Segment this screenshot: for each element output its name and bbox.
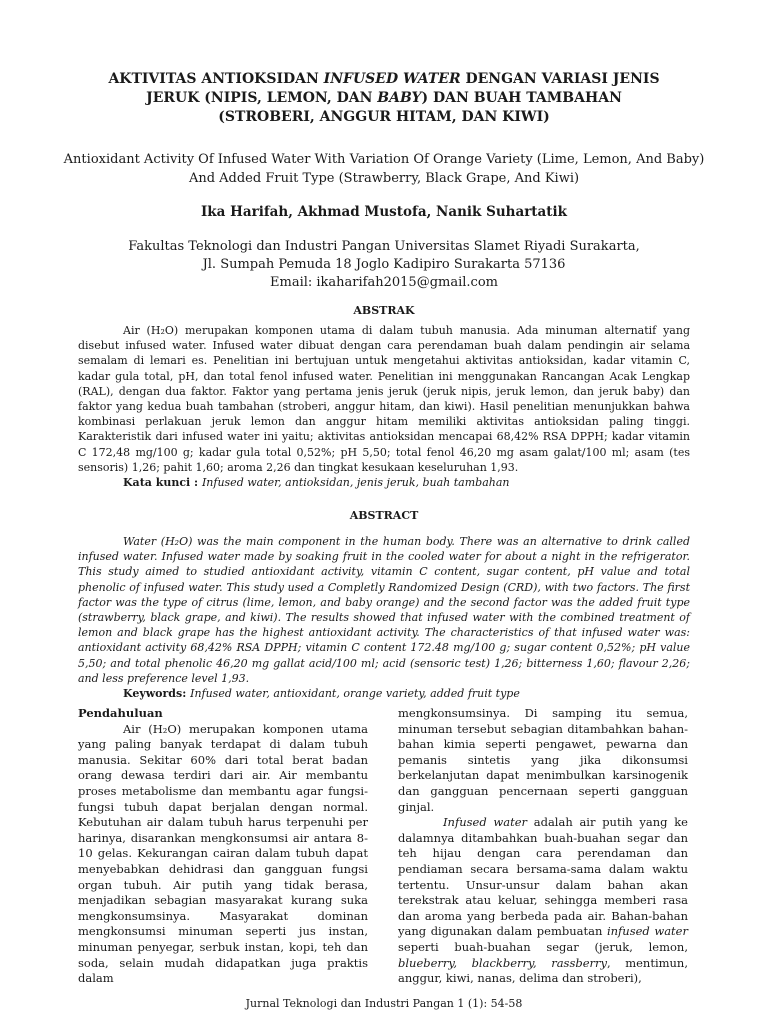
- email-line: Email: ikaharifah2015@gmail.com: [270, 275, 498, 290]
- abstract-paragraph: Water (H₂O) was the main component in the human body. There was an alternative to drink called infused water. Infused water made by soaking fruit in the cooled water for about a night in the refrigerator. This study aimed to studied antioxidant activity, vitamin C content, sugar content, pH value and total phenolic of infused water. This study used a Completly Randomized Design (CRD), with two factors. The first factor was the type of citrus (lime, lemon, and baby orange) and the second factor was the added fruit type (strawberry, black grape, and kiwi). The results showed that infused water with the combined treatment of lemon and black grape has the highest antioxidant activity. The characteristics of that infused water was: antioxidant activity 68,42% RSA DPPH; vitamin C content 172.48 mg/100 g; sugar content 0,52%; pH value 5,50; and total phenolic 46,20 mg gallat acid/100 ml; acid (sensoric test) 1,26; bitterness 1,60; flavour 2,26; and less preference level 1,93.: [78, 535, 690, 685]
- abstrak-heading: ABSTRAK: [353, 304, 415, 317]
- abstract-keywords: [78, 686, 690, 701]
- keywords-text: Infused water, antioksidan, jenis jeruk, buah tambahan: [201, 476, 510, 490]
- paragraph-text: adalah air putih yang ke dalamnya ditambahkan buah-buahan segar dan teh hijau dengan cara perendaman dan pendiaman secara bersama-sama dalam waktu tertentu. Unsur-unsur dalam bahan akan terekstrak atau keluar, sehingga memberi rasa dan aroma yang berbeda pada air. Bahan-bahan yang digunakan dalam pembuatan: [398, 815, 688, 939]
- abstract-heading: ABSTRACT: [349, 509, 419, 522]
- title-text: AKTIVITAS ANTIOKSIDAN: [108, 71, 324, 87]
- paper-title: [60, 70, 708, 127]
- abstrak-keywords: [78, 475, 690, 490]
- keywords-label: Keywords:: [123, 687, 191, 701]
- body-column-left: [78, 706, 368, 987]
- title-text-italic: INFUSED WATER: [323, 71, 461, 87]
- emphasis-text: Infused water: [443, 815, 528, 830]
- title-text: (STROBERI, ANGGUR HITAM, DAN KIWI): [218, 109, 550, 125]
- affiliation-line: Jl. Sumpah Pemuda 18 Joglo Kadipiro Surakarta 57136: [202, 257, 566, 272]
- abstrak-paragraph: Air (H₂O) merupakan komponen utama di dalam tubuh manusia. Ada minuman alternatif yang disebut infused water. Infused water dibuat dengan cara perendaman buah dalam pendingin air selama semalam di lemari es. Penelitian ini bertujuan untuk mengetahui aktivitas antioksidan, kadar vitamin C, kadar gula total, pH, dan total fenol infused water. Penelitian ini menggunakan Rancangan Acak Lengkap (RAL), dengan dua faktor. Faktor yang pertama jenis jeruk (jeruk nipis, jeruk lemon, dan jeruk baby) dan faktor yang kedua buah tambahan (stroberi, anggur hitam, dan kiwi). Hasil penelitian menunjukkan bahwa kombinasi perlakuan jeruk lemon dan anggur hitam memiliki aktivitas antioksidan paling tinggi. Karakteristik dari infused water ini yaitu; aktivitas antioksidan mencapai 68,42% RSA DPPH; kadar vitamin C 172,48 mg/100 g; kadar gula total 0,52%; pH 5,50; total fenol 46,20 mg asam galat/100 ml; asam (tes sensoris) 1,26; pahit 1,60; aroma 2,26 dan tingkat kesukaan keseluruhan 1,93.: [78, 324, 690, 474]
- affiliation: [60, 238, 708, 292]
- abstract-section: [78, 534, 690, 701]
- body-paragraph: [398, 815, 688, 987]
- body-paragraph: Air (H₂O) merupakan komponen utama yang paling banyak terdapat di dalam tubuh manusia. Sekitar 60% dari total berat badan orang dewasa terdiri dari air. Air membantu proses metabolisme dan membantu agar fungsi-fungsi tubuh dapat berjalan dengan normal. Kebutuhan air dalam tubuh harus terpenuhi per harinya, disarankan mengkonsumsi air antara 8-10 gelas. Kekurangan cairan dalam tubuh dapat menyebabkan dehidrasi dan gangguan fungsi organ tubuh. Air putih yang tidak berasa, menjadikan sebagian masyarakat kurang suka mengkonsumsinya. Masyarakat dominan mengkonsumsi minuman seperti jus instan, minuman penyegar, serbuk instan, kopi, teh dan soda, selain mudah didapatkan juga praktis dalam: [78, 721, 368, 986]
- title-text: DENGAN VARIASI JENIS: [460, 71, 660, 87]
- keywords-text: Infused water, antioxidant, orange variety, added fruit type: [190, 687, 520, 701]
- author-list: Ika Harifah, Akhmad Mustofa, Nanik Suhartatik: [200, 204, 568, 220]
- section-heading: Pendahuluan: [78, 706, 163, 720]
- paragraph-text: seperti buah-buahan segar (jeruk, lemon,: [398, 939, 688, 954]
- body-paragraph: mengkonsumsinya. Di samping itu semua, minuman tersebut sebagian ditambahkan bahan-bahan kimia seperti pengawet, pewarna dan pemanis sintetis yang jika dikonsumsi berkelanjutan dapat menimbulkan karsinogenik dan gangguan pencernaan seperti gangguan ginjal.: [398, 706, 688, 814]
- emphasis-text: infused water: [606, 924, 688, 939]
- keywords-label: Kata kunci :: [123, 476, 202, 490]
- title-text: ) DAN BUAH TAMBAHAN: [421, 90, 622, 106]
- abstrak-section: [78, 323, 690, 490]
- emphasis-text: blueberry, blackberry, rassberry: [398, 955, 608, 970]
- body-column-right: [398, 706, 688, 987]
- title-text: JERUK (NIPIS, LEMON, DAN: [146, 90, 378, 106]
- affiliation-line: Fakultas Teknologi dan Industri Pangan Universitas Slamet Riyadi Surakarta,: [128, 239, 640, 254]
- journal-footer: Jurnal Teknologi dan Industri Pangan 1 (1): 54-58: [245, 997, 523, 1010]
- title-text-italic: BABY: [377, 90, 422, 106]
- paragraph-text: , mentimun, anggur, kiwi, nanas, delima dan stroberi),: [398, 955, 688, 986]
- english-title: Antioxidant Activity Of Infused Water With Variation Of Orange Variety (Lime, Lemon, And Baby) And Added Fruit Type (Strawberry, Black Grape, And Kiwi): [63, 152, 705, 186]
